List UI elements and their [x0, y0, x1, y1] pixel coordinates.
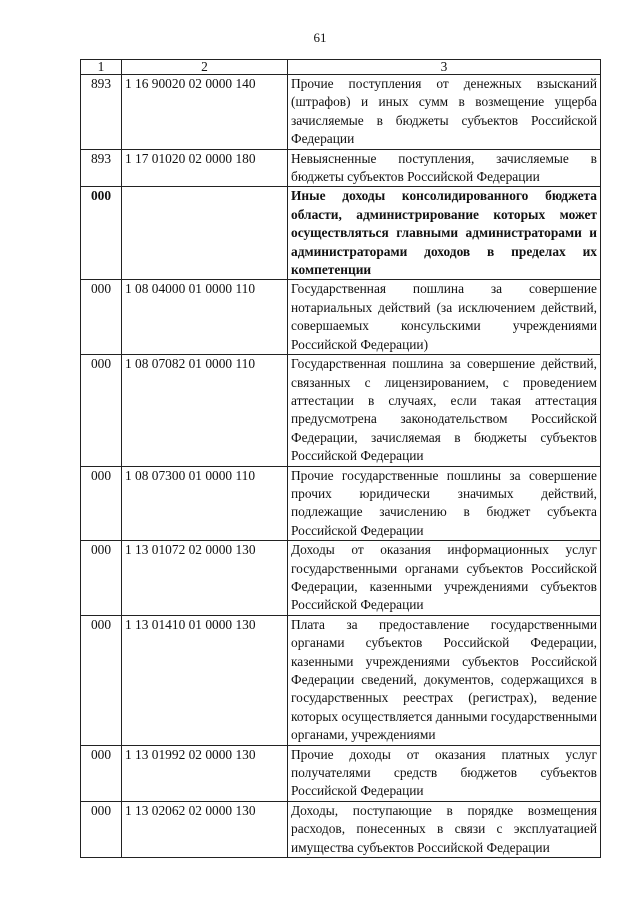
description-cell: Прочие доходы от оказания платных услуг получателями средств бюджетов субъектов Российской Федерации — [288, 745, 601, 801]
classification-code-cell: 1 13 01410 01 0000 130 — [122, 615, 288, 745]
admin-code-cell: 000 — [81, 541, 122, 616]
admin-code-cell: 000 — [81, 466, 122, 541]
description-cell: Невыясненные поступления, зачисляемые в бюджеты субъектов Российской Федерации — [288, 149, 601, 187]
table-row — [81, 280, 601, 355]
table-row — [81, 466, 601, 541]
description-cell: Плата за предоставление государственными органами субъектов Российской Федерации, казенными учреждениями субъектов Российской Федерации сведений, документов, содержащихся в государственных реестрах (регистрах), ведение которых осуществляется данными государственными органами, учреждениями — [288, 615, 601, 745]
description-cell: Прочие поступления от денежных взысканий (штрафов) и иных сумм в возмещение ущерба зачисляемые в бюджеты субъектов Российской Федерации — [288, 75, 601, 150]
table-row — [81, 801, 601, 857]
table-row — [81, 75, 601, 150]
classification-code-cell: 1 17 01020 02 0000 180 — [122, 149, 288, 187]
table-row — [81, 745, 601, 801]
table-header-row — [81, 60, 601, 75]
revenue-classification-table — [80, 59, 601, 858]
classification-code-cell: 1 08 04000 01 0000 110 — [122, 280, 288, 355]
table-row — [81, 541, 601, 616]
table-row — [81, 615, 601, 745]
admin-code-cell: 893 — [81, 75, 122, 150]
description-cell: Прочие государственные пошлины за совершение прочих юридически значимых действий, подлежащие зачислению в бюджет субъекта Российской Федерации — [288, 466, 601, 541]
page-number: 61 — [313, 30, 327, 45]
admin-code-cell: 000 — [81, 280, 122, 355]
classification-code-cell: 1 08 07300 01 0000 110 — [122, 466, 288, 541]
classification-code-cell: 1 08 07082 01 0000 110 — [122, 355, 288, 466]
admin-code-cell: 893 — [81, 149, 122, 187]
table-row — [81, 355, 601, 466]
admin-code-cell: 000 — [81, 615, 122, 745]
section-heading-cell: Иные доходы консолидированного бюджета области, администрирование которых может осуществляться главными администраторами и администраторами доходов в пределах их компетенции — [288, 187, 601, 280]
column-header-description: 3 — [288, 60, 601, 75]
admin-code-cell: 000 — [81, 355, 122, 466]
description-cell: Доходы от оказания информационных услуг государственными органами субъектов Российской Федерации, казенными учреждениями субъектов Российской Федерации — [288, 541, 601, 616]
classification-code-cell: 1 13 01072 02 0000 130 — [122, 541, 288, 616]
admin-code-cell: 000 — [81, 801, 122, 857]
column-header-code: 2 — [122, 60, 288, 75]
admin-code-cell: 000 — [81, 745, 122, 801]
admin-code-cell: 000 — [81, 187, 122, 280]
table-row — [81, 149, 601, 187]
classification-code-cell: 1 16 90020 02 0000 140 — [122, 75, 288, 150]
table-section-row — [81, 187, 601, 280]
classification-code-cell: 1 13 02062 02 0000 130 — [122, 801, 288, 857]
column-header-admin: 1 — [81, 60, 122, 75]
description-cell: Доходы, поступающие в порядке возмещения расходов, понесенных в связи с эксплуатацией имущества субъектов Российской Федерации — [288, 801, 601, 857]
classification-code-cell — [122, 187, 288, 280]
description-cell: Государственная пошлина за совершение нотариальных действий (за исключением действий, совершаемых консульскими учреждениями Российской Федерации) — [288, 280, 601, 355]
description-cell: Государственная пошлина за совершение действий, связанных с лицензированием, с проведением аттестации в случаях, если такая аттестация предусмотрена законодательством Российской Федерации, зачисляемая в бюджеты субъектов Российской Федерации — [288, 355, 601, 466]
classification-code-cell: 1 13 01992 02 0000 130 — [122, 745, 288, 801]
